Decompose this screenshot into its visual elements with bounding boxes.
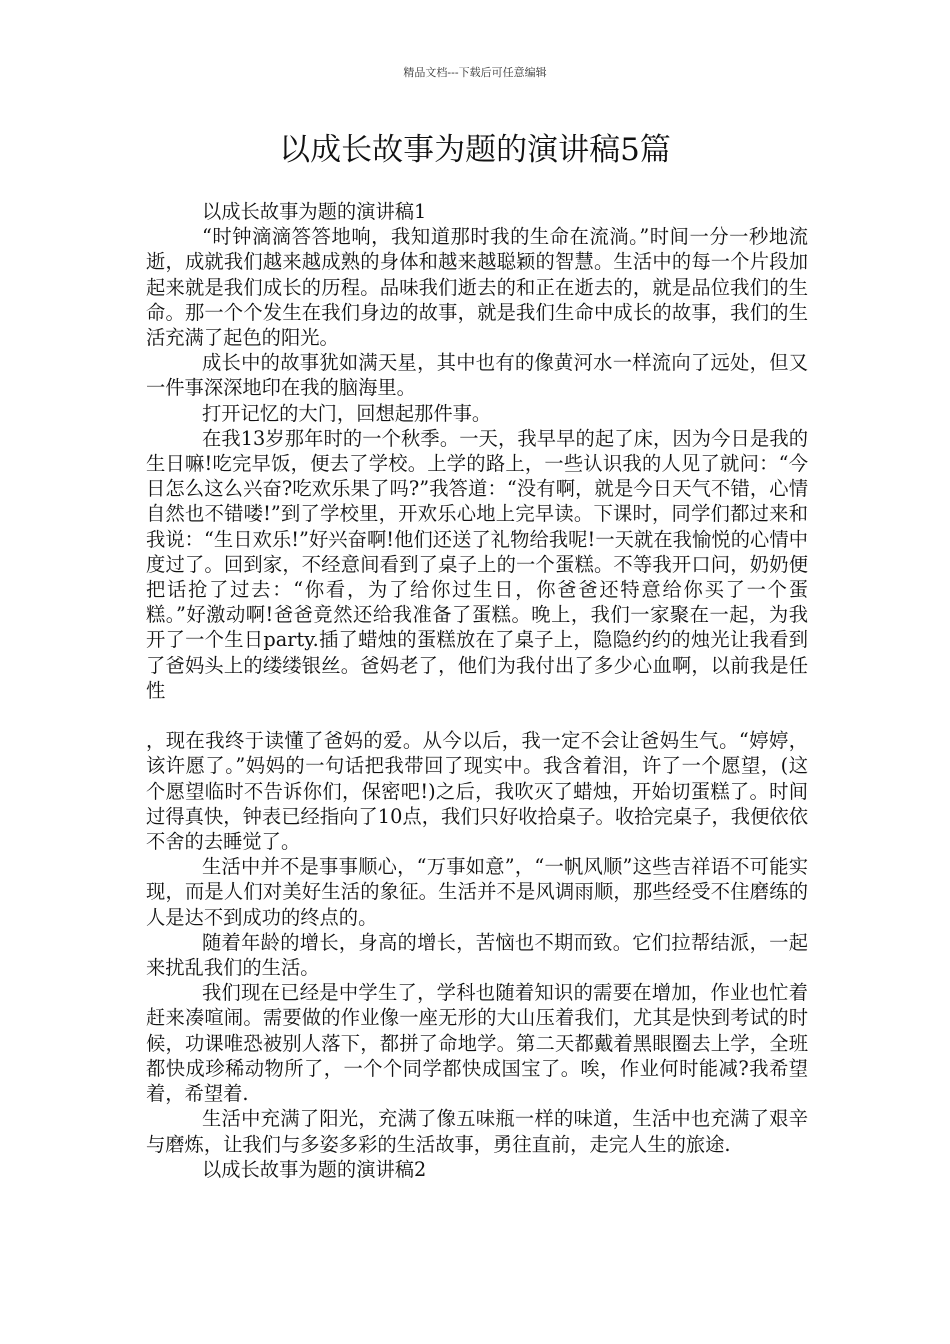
- header-note: 精品文档---下载后可任意编辑: [403, 66, 547, 79]
- paragraph-continued: ，现在我终于读懂了爸妈的爱。从今以后，我一定不会让爸妈生气。“婷婷，该许愿了。”妈妈的一句话把我带回了现实中。我含着泪，许了一个愿望，(这个愿望临时不告诉你们，保密吧!)之后，我吹灭了蜡烛，开始切蛋糕了。时间过得真快，钟表已经指向了10点，我们只好收拾桌子。收拾完桌子，我便依依不舍的去睡觉了。: [146, 729, 808, 854]
- document-title: 以成长故事为题的演讲稿5篇: [279, 132, 671, 168]
- paragraph: 打开记忆的大门，回想起那件事。: [201, 401, 492, 425]
- paragraph: 成长中的故事犹如满天星，其中也有的像黄河水一样流向了远处，但又一件事深深地印在我的脑海里。: [146, 351, 808, 400]
- paragraph: 在我13岁那年时的一个秋季。一天，我早早的起了床，因为今日是我的生日嘛!吃完早饭，便去了学校。上学的路上，一些认识我的人见了就问：“今日怎么这么兴奋?吃欢乐果了吗?”我答道：“没有啊，就是今日天气不错，心情自然也不错喽!”到了学校里，开欢乐心地上完早读。下课时，同学们都过来和我说：“生日欢乐!”好兴奋啊!他们还送了礼物给我呢!一天就在我愉悦的心情中度过了。回到家，不经意间看到了桌子上的一个蛋糕。不等我开口问，奶奶便把话抢了过去：“你看，为了给你过生日，你爸爸还特意给你买了一个蛋糕。”好激动啊!爸爸竟然还给我准备了蛋糕。晚上，我们一家聚在一起，为我开了一个生日party.插了蜡烛的蛋糕放在了桌子上，隐隐约约的烛光让我看到了爸妈头上的缕缕银丝。爸妈老了，他们为我付出了多少心血啊，以前我是任性: [146, 426, 808, 702]
- paragraph: 生活中充满了阳光，充满了像五味瓶一样的味道，生活中也充满了艰辛与磨炼，让我们与多姿多彩的生活故事，勇往直前，走完人生的旅途.: [146, 1107, 808, 1156]
- paragraph: 随着年龄的增长，身高的增长，苦恼也不期而致。它们拉帮结派，一起来扰乱我们的生活。: [146, 930, 808, 980]
- section-heading-1: 以成长故事为题的演讲稿1: [201, 200, 427, 223]
- section-heading-2: 以成长故事为题的演讲稿2: [201, 1157, 427, 1181]
- paragraph: “时钟滴滴答答地响，我知道那时我的生命在流淌。”时间一分一秒地流逝，成就我们越来越成熟的身体和越来越聪颖的智慧。生活中的每一个片段加起来就是我们成长的历程。品味我们逝去的和正在逝去的，就是品位我们的生命。那一个个发生在我们身边的故事，就是我们生命中成长的故事，我们的生活充满了起色的阳光。: [146, 225, 808, 350]
- page-break-gap: [146, 703, 808, 728]
- paragraph: 我们现在已经是中学生了，学科也随着知识的需要在增加，作业也忙着赶来凑喧闹。需要做的作业像一座无形的大山压着我们，尤其是快到考试的时候，功课唯恐被别人落下，都拼了命地学。第二天都戴着黑眼圈去上学，全班都快成珍稀动物所了，一个个同学都快成国宝了。唉，作业何时能减?我希望着，希望着.: [146, 981, 808, 1106]
- document-body: [146, 199, 808, 1182]
- paragraph: 生活中并不是事事顺心，“万事如意”，“一帆风顺”这些吉祥语不可能实现，而是人们对美好生活的象征。生活并不是风调雨顺，那些经受不住磨练的人是达不到成功的终点的。: [146, 855, 808, 929]
